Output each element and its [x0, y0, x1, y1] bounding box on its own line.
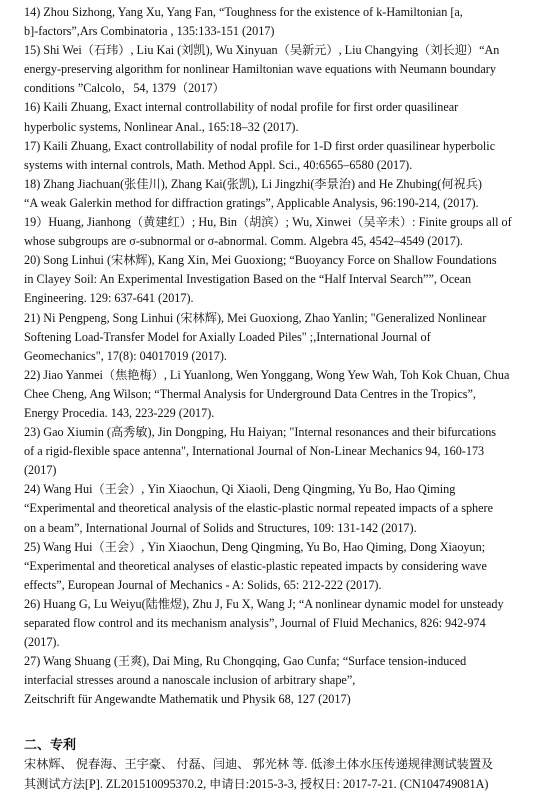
reference-line: Chee Cheng, Ang Wilson; “Thermal Analysis for Underground Data Centres in the Tropics”, — [24, 386, 476, 401]
reference-entry — [24, 595, 530, 652]
reference-line: “Experimental and theoretical analyses of elastic-plastic repeated impacts by considering wave — [24, 558, 487, 573]
section-heading-patents: 二、专利 — [24, 737, 77, 753]
reference-line: Energy Procedia. 143, 223-229 (2017). — [24, 405, 215, 420]
reference-entry — [24, 175, 530, 213]
reference-line: 15) Shi Wei（石玮）, Liu Kai (刘凯), Wu Xinyuan（吴新元）, Liu Changying（刘长迎）“An — [24, 43, 500, 58]
reference-entry — [24, 538, 530, 595]
reference-entry — [24, 480, 530, 537]
reference-line: Zeitschrift für Angewandte Mathematik und Physik 68, 127 (2017) — [24, 692, 351, 707]
reference-line: whose subgroups are σ-subnormal or σ-abnormal. Comm. Algebra 45, 4542–4549 (2017). — [24, 234, 463, 249]
reference-line: hyperbolic systems, Nonlinear Anal., 165:18–32 (2017). — [24, 119, 299, 134]
reference-entry — [24, 366, 530, 423]
reference-line: 24) Wang Hui（王会）, Yin Xiaochun, Qi Xiaoli, Deng Qingming, Yu Bo, Hao Qiming — [24, 482, 456, 497]
reference-line: 21) Ni Pengpeng, Song Linhui (宋林辉), Mei Guoxiong, Zhao Yanlin; "Generalized Nonlinear — [24, 310, 487, 325]
reference-line: 17) Kaili Zhuang, Exact controllability of nodal profile for 1-D first order quasilinear hyperbolic — [24, 138, 496, 153]
reference-entry — [24, 213, 530, 251]
reference-line: energy-preserving algorithm for nonlinear Hamiltonian wave equations with Neumann boundary — [24, 62, 496, 77]
reference-line: 26) Huang G, Lu Weiyu(陆惟煜), Zhu J, Fu X, Wang J; “A nonlinear dynamic model for unsteady — [24, 596, 504, 611]
reference-entry — [24, 251, 530, 308]
patent-entry — [24, 755, 530, 793]
reference-line: 18) Zhang Jiachuan(张佳川), Zhang Kai(张凯), Li Jingzhi(李景治) and He Zhubing(何祝兵) — [24, 176, 482, 191]
patent-line: 其测试方法[P]. ZL201510095370.2, 申请日:2015-3-3, 授权日: 2017-7-21. (CN104749081A) — [24, 776, 489, 791]
reference-list — [24, 3, 530, 709]
reference-line: 16) Kaili Zhuang, Exact internal controllability of nodal profile for first order quasilinear — [24, 100, 459, 115]
reference-line: in Clayey Soil: An Experimental Investigation Based on the “Half Interval Search””, Ocean — [24, 272, 472, 287]
reference-entry — [24, 652, 530, 709]
reference-line: (2017). — [24, 635, 60, 650]
reference-entry — [24, 3, 530, 41]
reference-line: 25) Wang Hui（王会）, Yin Xiaochun, Deng Qingming, Yu Bo, Hao Qiming, Dong Xiaoyun; — [24, 539, 486, 554]
reference-entry — [24, 41, 530, 98]
reference-line: on a beam”, International Journal of Solids and Structures, 109: 131-142 (2017). — [24, 520, 417, 535]
reference-line: Softening Load-Transfer Model for Axially Loaded Piles" ;,International Journal of — [24, 329, 431, 344]
reference-entry — [24, 98, 530, 136]
reference-line: 14) Zhou Sizhong, Yang Xu, Yang Fan, “Toughness for the existence of k-Hamiltonian [a, — [24, 5, 463, 19]
reference-entry — [24, 137, 530, 175]
patent-line: 宋林辉、 倪春海、王宇豪、 付磊、闫迪、 郭光林 等. 低渗土体水压传递规律测试装置及 — [24, 757, 494, 772]
reference-line: b]-factors”,Ars Combinatoria , 135:133-151 (2017) — [24, 24, 275, 39]
reference-line: systems with internal controls, Math. Method Appl. Sci., 40:6565–6580 (2017). — [24, 157, 413, 172]
reference-line: Engineering. 129: 637-641 (2017). — [24, 291, 194, 306]
reference-line: 19）Huang, Jianhong（黄建红）; Hu, Bin（胡滨）; Wu, Xinwei（吴辛未）: Finite groups all of — [24, 215, 512, 230]
reference-line: 22) Jiao Yanmei（焦艳梅）, Li Yuanlong, Wen Yonggang, Wong Yew Wah, Toh Kok Chuan, Chua — [24, 367, 510, 382]
reference-line: (2017) — [24, 463, 57, 478]
reference-line: “A weak Galerkin method for diffraction gratings”, Applicable Analysis, 96:190-214, (2017). — [24, 195, 479, 210]
reference-line: 27) Wang Shuang (王爽), Dai Ming, Ru Chongqing, Gao Cunfa; “Surface tension-induced — [24, 654, 467, 669]
reference-line: of a rigid-flexible space antenna", International Journal of Non-Linear Mechanics 94, 160-173 — [24, 444, 485, 459]
reference-line: 23) Gao Xiumin (高秀敏), Jin Dongping, Hu Haiyan; "Internal resonances and their bifurcations — [24, 425, 497, 440]
reference-line: conditions ”Calcolo，54, 1379（2017） — [24, 81, 225, 96]
reference-line: effects”, European Journal of Mechanics - A: Solids, 65: 212-222 (2017). — [24, 577, 382, 592]
reference-line: interfacial stresses around a nanoscale inclusion of arbitrary shape”, — [24, 673, 356, 688]
reference-line: 20) Song Linhui (宋林辉), Kang Xin, Mei Guoxiong; “Buoyancy Force on Shallow Foundations — [24, 253, 497, 268]
reference-line: “Experimental and theoretical analysis of the elastic-plastic normal repeated impacts of a sphere — [24, 501, 494, 516]
reference-line: separated flow control and its mechanism analysis”, Journal of Fluid Mechanics, 826: 942-974 — [24, 616, 486, 630]
reference-entry — [24, 309, 530, 366]
reference-line: Geomechanics", 17(8): 04017019 (2017). — [24, 348, 227, 363]
reference-entry — [24, 423, 530, 480]
